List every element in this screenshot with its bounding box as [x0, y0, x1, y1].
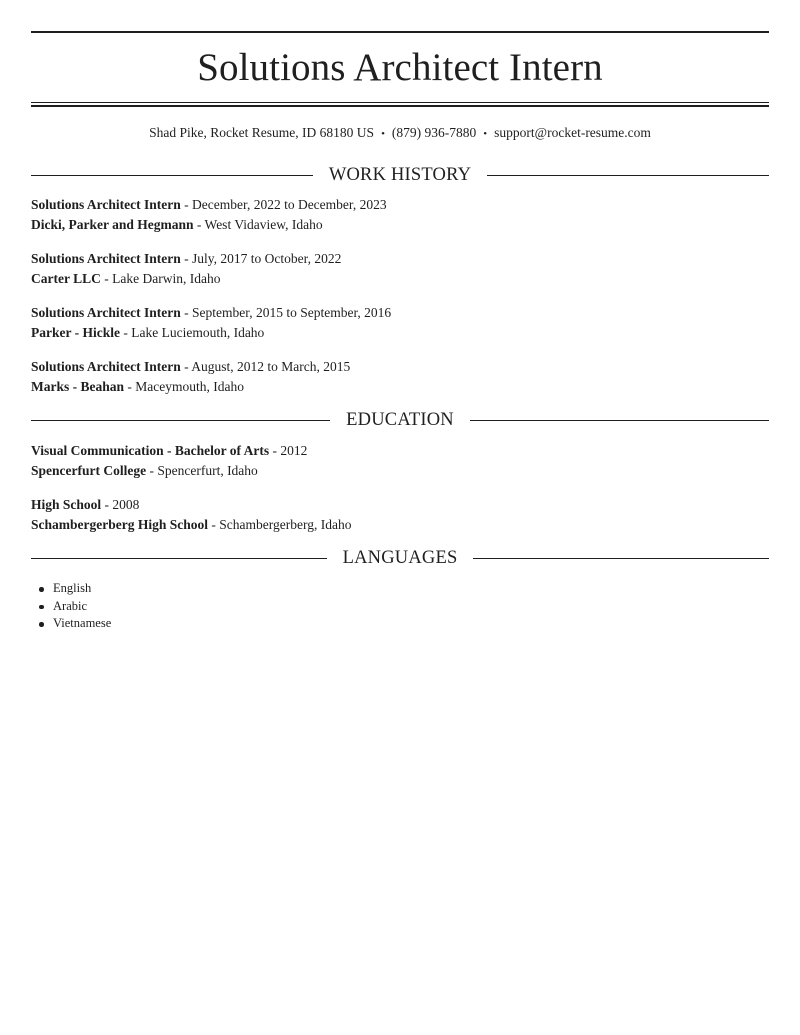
work-entry: [31, 195, 387, 235]
company-name: Carter LLC: [31, 271, 101, 286]
education-entry-line1: [31, 441, 307, 461]
work-entry-line1: [31, 249, 341, 269]
contact-phone: (879) 936-7880: [391, 125, 477, 140]
education-entry-line2: [31, 461, 307, 481]
header-top-rule: [31, 31, 769, 33]
languages-list: [31, 580, 111, 633]
resume-title: Solutions Architect Intern: [197, 46, 603, 89]
degree: Visual Communication - Bachelor of Arts: [31, 443, 270, 458]
bullet-icon: [39, 587, 44, 592]
job-title: Solutions Architect Intern: [31, 359, 181, 374]
company-location: Lake Luciemouth, Idaho: [131, 325, 265, 340]
education-entry: [31, 441, 307, 481]
heading-rule-right: [487, 175, 769, 176]
language-name: English: [53, 581, 92, 595]
company-name: Dicki, Parker and Hegmann: [31, 217, 194, 232]
heading-rule-right: [473, 558, 769, 559]
header-bottom-rule-thick: [31, 105, 769, 107]
job-title: Solutions Architect Intern: [31, 197, 181, 212]
company-location: West Vidaview, Idaho: [204, 217, 323, 232]
section-title: EDUCATION: [346, 410, 454, 430]
separator: -: [146, 463, 158, 478]
work-entry-line2: [31, 215, 387, 235]
company-location: Maceymouth, Idaho: [135, 379, 244, 394]
job-dates: September, 2015 to September, 2016: [192, 305, 392, 320]
education-entry: [31, 495, 351, 535]
education-entry-line1: [31, 495, 351, 515]
heading-rule-left: [31, 558, 327, 559]
language-name: Arabic: [53, 598, 88, 613]
school-name: Spencerfurt College: [31, 463, 147, 478]
job-dates: December, 2022 to December, 2023: [192, 197, 387, 212]
job-dates: July, 2017 to October, 2022: [192, 251, 342, 266]
section-title: LANGUAGES: [342, 548, 458, 568]
work-entry: [31, 303, 391, 343]
separator: -: [180, 305, 193, 320]
education-entry-line2: [31, 515, 351, 535]
separator: -: [119, 325, 132, 340]
bullet-separator: •: [381, 128, 385, 140]
separator: -: [269, 443, 281, 458]
separator: -: [180, 251, 193, 266]
section-title: WORK HISTORY: [328, 165, 472, 185]
list-item: [31, 598, 111, 616]
school-location: Spencerfurt, Idaho: [157, 463, 258, 478]
job-title: Solutions Architect Intern: [31, 305, 181, 320]
work-entry-line2: [31, 269, 341, 289]
heading-rule-right: [470, 420, 769, 421]
list-item: [31, 615, 111, 633]
job-dates: August, 2012 to March, 2015: [191, 359, 351, 374]
work-entry: [31, 357, 350, 397]
separator: -: [193, 217, 205, 232]
bullet-separator: •: [483, 128, 488, 140]
heading-rule-left: [31, 175, 313, 176]
work-entry-line2: [31, 377, 350, 397]
section-heading-work-history: [31, 163, 769, 187]
separator: -: [124, 379, 136, 394]
separator: -: [180, 197, 193, 212]
company-name: Marks - Beahan: [31, 379, 125, 394]
language-name: Vietnamese: [53, 616, 112, 630]
school-name: Schambergerberg High School: [31, 517, 208, 532]
degree: High School: [31, 497, 102, 512]
separator: -: [101, 497, 113, 512]
section-heading-education: [31, 408, 769, 432]
bullet-icon: [39, 622, 44, 627]
school-location: Schambergerberg, Idaho: [219, 517, 352, 532]
contact-email: support@rocket-resume.com: [494, 125, 651, 140]
job-title: Solutions Architect Intern: [31, 251, 181, 266]
graduation-year: 2012: [280, 443, 308, 458]
list-item: [31, 580, 111, 598]
work-entry-line1: [31, 303, 391, 323]
separator: -: [100, 271, 113, 286]
graduation-year: 2008: [112, 497, 140, 512]
contact-address: Shad Pike, Rocket Resume, ID 68180 US: [149, 125, 375, 140]
separator: -: [208, 517, 220, 532]
work-entry-line2: [31, 323, 391, 343]
heading-rule-left: [31, 420, 330, 421]
company-name: Parker - Hickle: [31, 325, 120, 340]
bullet-icon: [39, 605, 44, 610]
header-bottom-rule-thin: [31, 102, 769, 103]
work-entry-line1: [31, 357, 350, 377]
contact-line: [31, 124, 769, 143]
section-heading-languages: [31, 546, 769, 570]
separator: -: [180, 359, 192, 374]
work-entry: [31, 249, 341, 289]
company-location: Lake Darwin, Idaho: [112, 271, 221, 286]
work-entry-line1: [31, 195, 387, 215]
